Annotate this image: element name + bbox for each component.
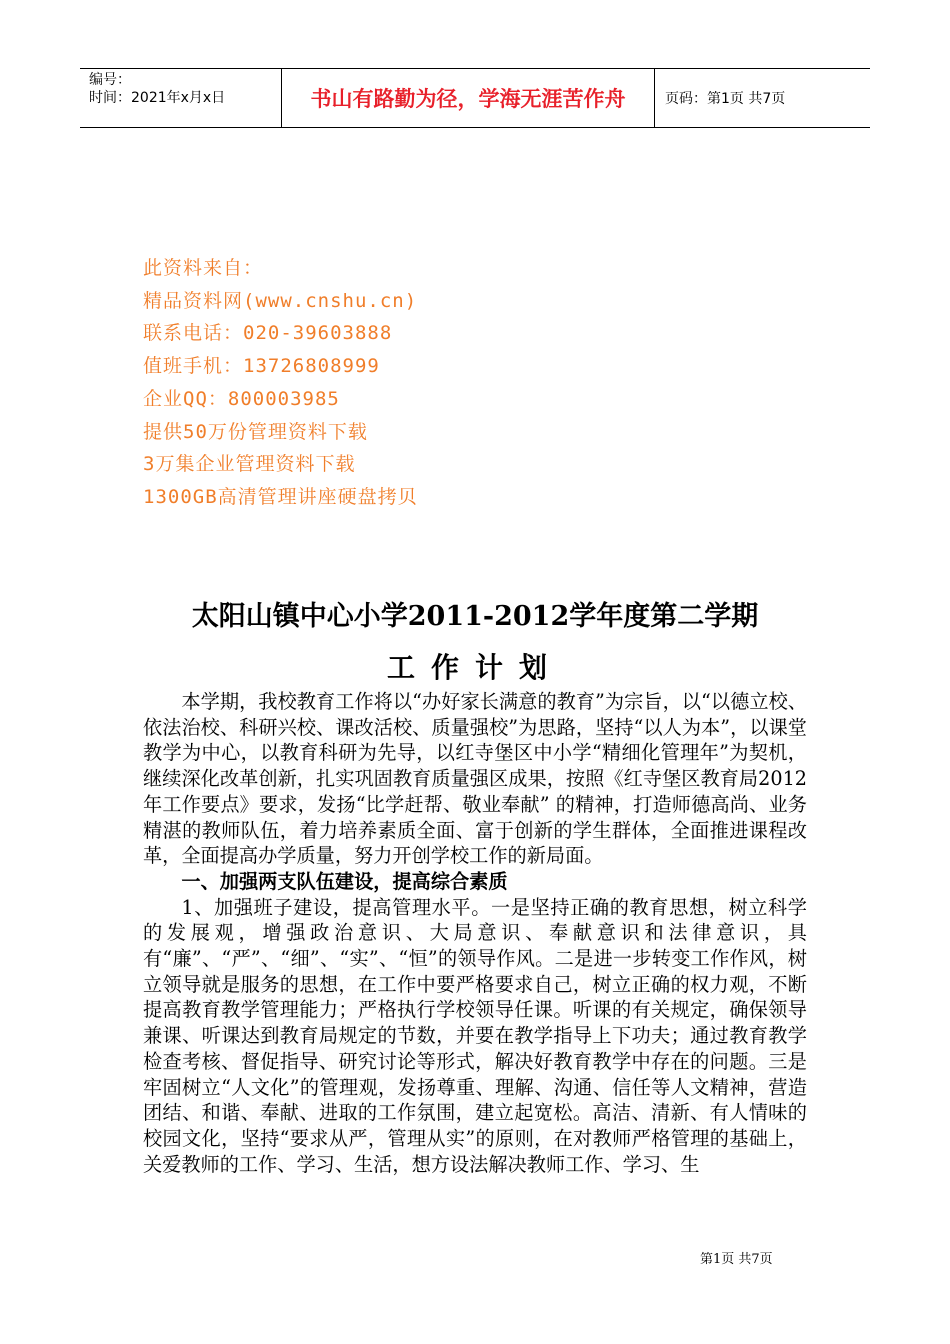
header-motto: 书山有路勤为径，学海无涯苦作舟 xyxy=(282,69,655,127)
document-number-label: 编号： xyxy=(89,72,131,88)
ad-line: 此资料来自： xyxy=(143,257,264,279)
document-body xyxy=(143,689,807,1177)
page-header xyxy=(80,68,870,128)
document-subtitle: 工作计划 xyxy=(386,651,563,684)
source-ad-block xyxy=(143,252,418,514)
intro-paragraph: 本学期，我校教育工作将以“办好家长满意的教育”为宗旨，以“以德立校、依法治校、科研兴校、课改活校、质量强校”为思路，坚持“以人为本”，以课堂教学为中心，以教育科研为先导，以红寺堡区中小学“精细化管理年”为契机，继续深化改革创新，扎实巩固教育质量强区成果，按照《红寺堡区教育局2012年工作要点》要求，发扬“比学赶帮、敬业奉献” 的精神，打造师德高尚、业务精湛的教师队伍，着力培养素质全面、富于创新的学生群体，全面推进课程改革，全面提高办学质量，努力开创学校工作的新局面。 xyxy=(143,690,807,868)
document-title: 太阳山镇中心小学2011-2012学年度第二学期 xyxy=(191,601,759,632)
section-heading: 一、加强两支队伍建设，提高综合素质 xyxy=(181,869,508,893)
ad-line: 提供50万份管理资料下载 xyxy=(143,420,368,443)
header-page-number: 页码：第1页 共7页 xyxy=(665,91,786,107)
page-footer: 第1页 共7页 xyxy=(700,1252,773,1267)
section-paragraph: 1、加强班子建设，提高管理水平。一是坚持正确的教育思想，树立科学的发展观，增强政治意识、大局意识、奉献意识和法律意识，具有“廉”、“严”、“细”、“实”、“恒”的领导作风。二是进一步转变工作作风，树立领导就是服务的思想，在工作中要严格要求自己，树立正确的权力观，不断提高教育教学管理能力；严格执行学校领导任课。听课的有关规定，确保领导兼课、听课达到教育局规定的节数，并要在教学指导上下功夫；通过教育教学检查考核、督促指导、研究讨论等形式，解决好教育教学中存在的问题。三是牢固树立“人文化”的管理观，发扬尊重、理解、沟通、信任等人文精神，营造团结、和谐、奉献、进取的工作氛围，建立起宽松。高洁、清新、有人情味的校园文化，坚持“要求从严，管理从实”的原则，在对教师严格管理的基础上，关爱教师的工作、学习、生活，想方设法解决教师工作、学习、生 xyxy=(143,895,807,1176)
header-meta-cell xyxy=(80,69,282,127)
document-time-label: 时间：2021年x月x日 xyxy=(89,90,226,106)
ad-line: 1300GB高清管理讲座硬盘拷贝 xyxy=(143,485,418,508)
ad-line: 3万集企业管理资料下载 xyxy=(143,453,356,476)
ad-line: 值班手机：13726808999 xyxy=(143,355,380,378)
ad-line: 联系电话：020-39603888 xyxy=(143,322,393,345)
ad-line: 精品资料网(www.cnshu.cn) xyxy=(143,289,418,312)
ad-line: 企业QQ：800003985 xyxy=(143,387,340,410)
